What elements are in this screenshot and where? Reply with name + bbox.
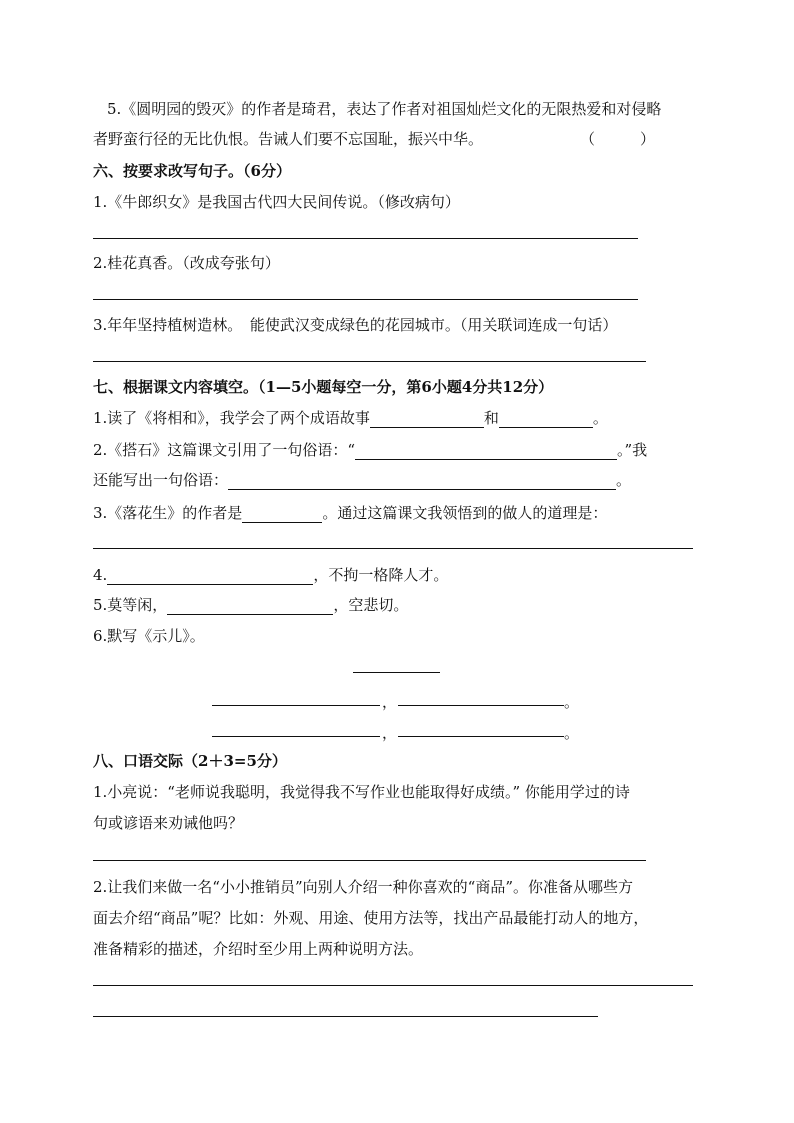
sec7-q3-text2: 。通过这篇课文我领悟到的做人的道理是： [322,504,608,522]
sec7-q1-and: 和 [483,409,499,427]
poem-line-2a[interactable] [212,736,380,737]
sec8-q2-line1: 2.让我们来做一名“小小推销员”向别人介绍一种你喜欢的“商品”。你准备从哪些方 [93,878,633,896]
poem-period-1: 。 [564,693,580,711]
section-8-title: 八、口语交际（2＋3=5分） [93,752,287,770]
sec7-q2-text: 2.《搭石》这篇课文引用了一句俗语：“ [93,441,355,459]
q5-answer-paren[interactable]: （ ） [580,130,656,148]
sec7-q6: 6.默写《示儿》。 [93,627,205,645]
blank-q3-author[interactable] [242,506,322,523]
section-7-title: 七、根据课文内容填空。（1—5小题每空一分，第6小题4分共12分） [93,378,554,396]
sec7-q4 [93,565,448,585]
sec7-q1-text: 1.读了《将相和》，我学会了两个成语故事 [93,409,370,427]
sec7-q2-line2 [93,470,631,490]
sec7-q2-mid: 。”我 [616,441,648,459]
answer-line-sec6-3[interactable] [93,361,646,362]
blank-q5[interactable] [167,598,333,615]
answer-line-sec8-1[interactable] [93,860,646,861]
answer-line-sec8-2a[interactable] [93,985,693,986]
sec7-q2-text2: 还能写出一句俗语： [93,471,229,489]
q5-line2: 者野蛮行径的无比仇恨。告诫人们要不忘国耻，振兴中华。 [93,130,484,148]
blank-q2-2[interactable] [228,473,616,490]
poem-comma-2: ， [382,724,398,742]
blank-q4[interactable] [107,568,313,585]
q5-line1: 5.《圆明园的毁灭》的作者是琦君，表达了作者对祖国灿烂文化的无限热爱和对侵略 [107,100,662,118]
answer-line-sec6-2[interactable] [93,299,638,300]
sec7-q5-text: 5.莫等闲， [93,596,168,614]
blank-q2-1[interactable] [355,443,617,460]
sec6-item-3: 3.年年坚持植树造林。 能使武汉变成绿色的花园城市。（用关联词连成一句话） [93,316,618,334]
sec6-item-2: 2.桂花真香。（改成夸张句） [93,254,280,272]
sec7-q2-end: 。 [616,471,632,489]
sec7-q5 [93,595,408,615]
answer-line-q3[interactable] [93,548,693,549]
sec7-q1-end: 。 [592,409,608,427]
blank-q1-1[interactable] [370,411,484,428]
sec7-q2-line1 [93,440,647,460]
sec7-q1 [93,408,608,428]
poem-title-line[interactable] [353,672,440,673]
sec8-q1-line1: 1.小亮说：“老师说我聪明，我觉得我不写作业也能取得好成绩。” 你能用学过的诗 [93,783,630,801]
sec7-q3 [93,503,607,523]
poem-line-2b[interactable] [398,736,564,737]
answer-line-sec6-1[interactable] [93,238,638,239]
poem-period-2: 。 [564,724,580,742]
section-6-title: 六、按要求改写句子。（6分） [93,162,291,180]
answer-line-sec8-2b[interactable] [93,1016,598,1017]
sec7-q3-text: 3.《落花生》的作者是 [93,504,243,522]
sec8-q1-line2: 句或谚语来劝诫他吗？ [93,814,244,832]
sec6-item-1: 1.《牛郎织女》是我国古代四大民间传说。（修改病句） [93,193,460,211]
sec8-q2-line3: 准备精彩的描述，介绍时至少用上两种说明方法。 [93,940,424,958]
sec7-q5-text2: ，空悲切。 [333,596,409,614]
poem-line-1a[interactable] [212,705,380,706]
sec8-q2-line2: 面去介绍“商品”呢？比如：外观、用途、使用方法等，找出产品最能打动人的地方， [93,909,649,927]
sec7-q4-text: ，不拘一格降人才。 [313,566,449,584]
poem-line-1b[interactable] [398,705,564,706]
sec7-q4-num: 4. [93,566,108,584]
blank-q1-2[interactable] [499,411,593,428]
poem-comma-1: ， [382,693,398,711]
